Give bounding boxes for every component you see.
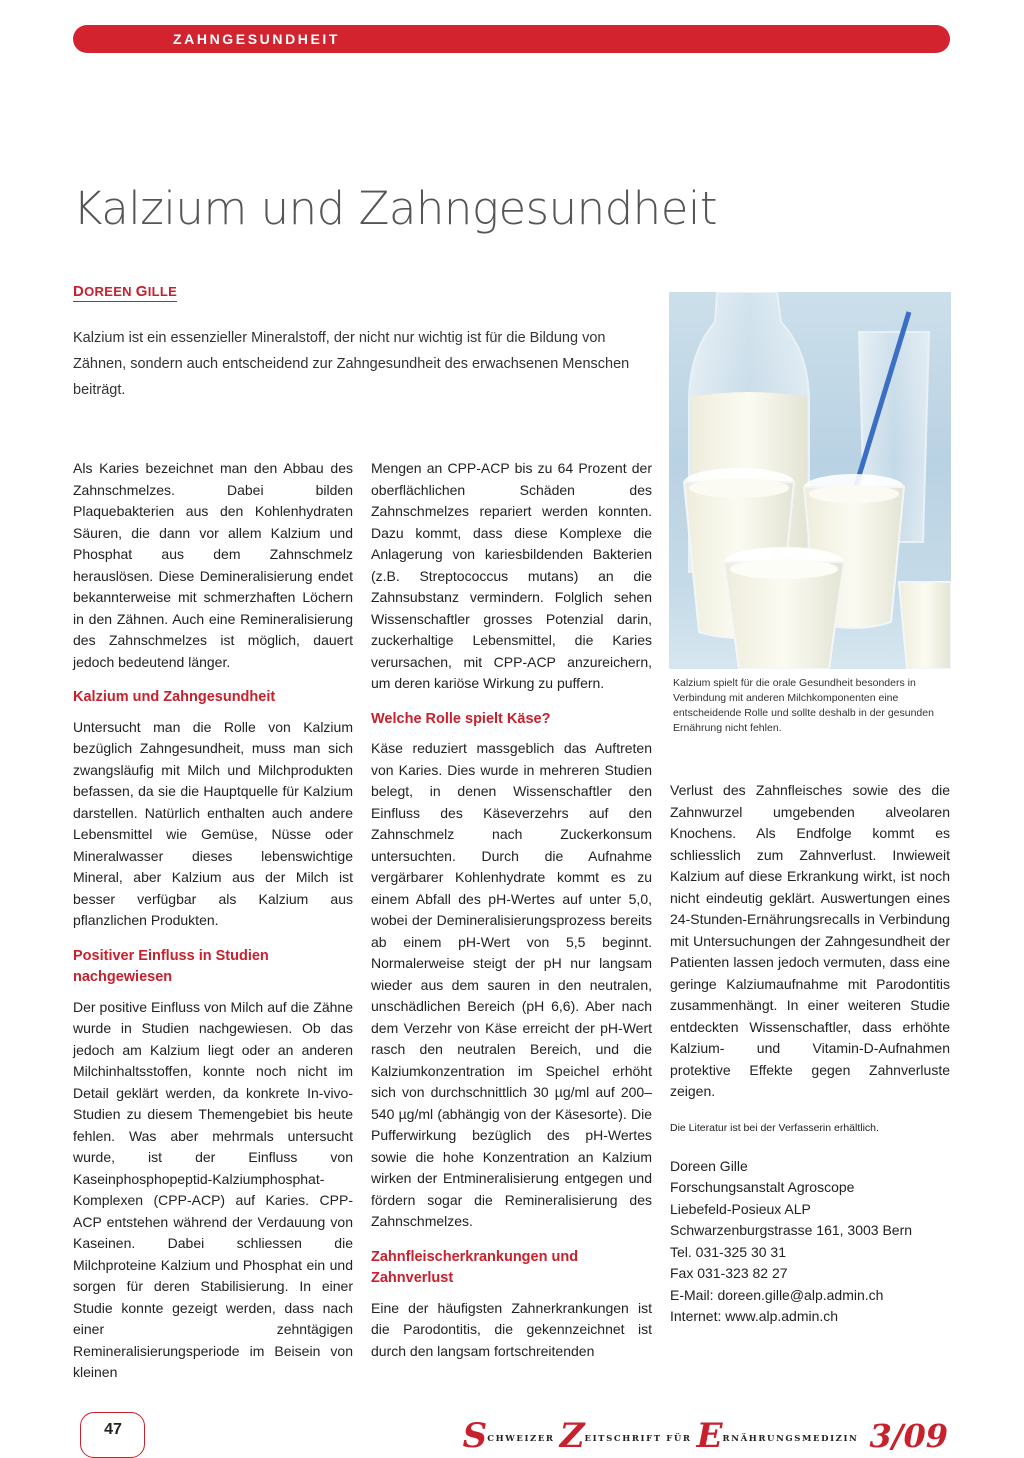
milk-glasses-illustration bbox=[669, 292, 951, 669]
subheading: Positiver Einfluss in Studien nachgewiesen bbox=[73, 947, 269, 985]
subheading: Zahnfleischerkrankungen und Zahnverlust bbox=[371, 1248, 579, 1286]
address-name: Doreen Gille bbox=[670, 1157, 748, 1174]
milk-glasses-photo bbox=[669, 292, 951, 669]
paragraph: Der positive Einfluss von Milch auf die Zähne wurde in Studien nachgewiesen. Ob das jedoch am Kalzium liegt oder an anderen Milchinhaltsstoffen, konnte noch nicht im Detail geklärt werden, da konkrete In-vivo-Studien zu diesem Themengebiet bis heute fehlen. Was aber mehrmals untersucht wurde, ist der Einfluss von Kaseinphosphopeptid-Kalziumphosphat-Komplexen (CPP-ACP) auf Karies. CPP-ACP entstehen während der Verdauung von Kaseinen. Dabei schliessen die Milchproteine Kalzium und Phosphat ein und sorgen für deren Stabilisierung. In einer Studie konnte gezeigt werden, dass nach einer zehntägigen Remineralisierungsperiode im Beisein von kleinen bbox=[73, 998, 353, 1380]
journal-logo bbox=[463, 1416, 948, 1456]
address-email: E-Mail: doreen.gille@alp.admin.ch bbox=[670, 1286, 884, 1303]
address-org: Forschungsanstalt Agroscope bbox=[670, 1179, 855, 1195]
address-web: Internet: www.alp.admin.ch bbox=[670, 1308, 839, 1324]
paragraph: Verlust des Zahnfleisches sowie des die Zahnwurzel umgebenden alveolaren Knochens. Als Endfolge kommt es schliesslich zum Zahnverlust. Inwieweit Kalzium auf diese Erkrankung wirkt, ist noch nicht eindeutig geklärt. Auswertungen eines 24-Stunden-Ernährungsrecalls in Verbindung mit Untersuchungen der Zahngesundheit der Patienten lassen jedoch vermuten, dass eine geringe Kalziumaufnahme mit Parodontitis zusammenhängt. In einer weiteren Studie entdeckten Wissenschaftler, dass erhöhte Kalzium- und Vitamin-D-Aufnahmen protektive Effekte gegen Zahnverluste zeigen. bbox=[670, 782, 950, 1099]
column-3 bbox=[670, 780, 950, 1328]
subheading: Welche Rolle spielt Käse? bbox=[371, 710, 551, 727]
article-lead: Kalzium ist ein essenzieller Mineralstoff, der nicht nur wichtig ist für die Bildung von Zähnen, sondern auch entscheidend zur Zahngesundheit des erwachsenen Menschen beiträgt. bbox=[73, 330, 630, 398]
address-street: Schwarzenburgstrasse 161, 3003 Bern bbox=[670, 1222, 913, 1238]
author-address bbox=[670, 1156, 950, 1328]
journal-word-3: RNÄHRUNGSMEDIZIN bbox=[722, 1434, 859, 1444]
paragraph: Mengen an CPP-ACP bis zu 64 Prozent der oberflächlichen Schäden des Zahnschmelzes repariert werden konnten. Dazu kommt, dass diese Komplexe die Anlagerung von kariesbildenden Bakterien (z.B. Streptococcus mutans) an die Zahnsubstanz vermindern. Folglich sehen Wissenschaftler grosses Potenzial darin, zuckerhaltige Lebensmittel, die Karies verursachen, mit CPP-ACP anzureichern, um deren kariöse Wirkung zu puffern. bbox=[371, 460, 652, 691]
literature-note: Die Literatur ist bei der Verfasserin erhältlich. bbox=[670, 1121, 879, 1134]
column-1 bbox=[73, 458, 353, 1384]
address-fax: Fax 031-323 82 27 bbox=[670, 1265, 788, 1281]
paragraph: Käse reduziert massgeblich das Auftreten von Karies. Dies wurde in mehreren Studien belegt, in denen Wissenschaftler den Einfluss des Käseverzehrs auf den Zahnschmelz nach Zuckerkonsum untersuchten. Durch die Aufnahme vergärbarer Kohlenhydrate kommt es zu einem Abfall des pH-Wertes auf unter 5,0, wobei der Demineralisierungsprozess bereits ab einem pH-Wert von 5,5 beginnt. Normalerweise steigt der pH nur langsam wieder aus dem sauren in den neutralen, unschädlichen Bereich (pH 6,6). Aber nach dem Verzehr von Käse erreicht der pH-Wert rasch den neutralen Bereich, und die Kalziumkonzentration im Speichel erhöht sich von durchschnittlich 30 µg/ml auf 200–540 µg/ml (abhängig von der Käsesorte). Die Pufferwirkung bezüglich des pH-Wertes sowie die hohe Konzentration an Kalzium wirken der Entmineralisierung entgegen und fördern sogar die Remineralisierung des Zahnschmelzes. bbox=[371, 740, 652, 1229]
figure-caption: Kalzium spielt für die orale Gesundheit besonders in Verbindung mit anderen Milchkomponenten eine entscheidende Rolle und sollte deshalb in der gesunden Ernährung nicht fehlen. bbox=[673, 677, 934, 734]
author-byline bbox=[73, 283, 177, 302]
journal-issue: 3/09 bbox=[869, 1417, 948, 1455]
page-number: 47 bbox=[104, 1421, 122, 1438]
author-initial-first: D bbox=[73, 283, 85, 300]
column-2 bbox=[371, 458, 652, 1362]
address-org2: Liebefeld-Posieux ALP bbox=[670, 1200, 811, 1217]
journal-word-1: CHWEIZER bbox=[487, 1434, 555, 1444]
section-label: ZAHNGESUNDHEIT bbox=[173, 31, 341, 47]
subheading: Kalzium und Zahngesundheit bbox=[73, 689, 276, 705]
journal-letter-z: Z bbox=[559, 1416, 585, 1456]
paragraph: Eine der häufigsten Zahnerkrankungen ist die Parodontitis, die gekennzeichnet ist durch den langsam fortschreitenden bbox=[371, 1299, 652, 1359]
author-last-rest: ILLE bbox=[147, 284, 178, 299]
article-title: Kalzium und Zahngesundheit bbox=[73, 182, 718, 235]
author-initial-last: G bbox=[135, 283, 148, 300]
author-first-rest: OREEN bbox=[84, 284, 132, 299]
journal-letter-e: E bbox=[696, 1416, 723, 1456]
page-number-box bbox=[80, 1412, 145, 1458]
address-tel: Tel. 031-325 30 31 bbox=[670, 1243, 786, 1260]
paragraph: Untersucht man die Rolle von Kalzium bezüglich Zahngesundheit, muss man sich zwangsläufig mit Milch und Milchprodukten befassen, da sie die Hauptquelle für Kalzium darstellen. Natürlich enthalten auch andere Lebensmittel wie Gemüse, Nüsse oder Mineralwasser dieses lebenswichtige Mineral, aber Kalzium aus der Milch ist besser verfügbar als Kalzium aus pflanzlichen Produkten. bbox=[73, 718, 353, 928]
paragraph: Als Karies bezeichnet man den Abbau des Zahnschmelzes. Dabei bilden Plaquebakterien aus den Kohlenhydraten Säuren, die dann vor allem Kalzium und Phosphat aus dem Zahnschmelz herauslösen. Diese Demineralisierung endet bekannterweise mit schmerzhaften Löchern in den Zähnen. Auch eine Remineralisierung des Zahnschmelzes ist möglich, dauert jedoch bedeutend länger. bbox=[73, 460, 353, 670]
journal-word-2: EITSCHRIFT FÜR bbox=[584, 1434, 692, 1444]
section-header-band bbox=[73, 25, 950, 53]
journal-letter-s: S bbox=[462, 1416, 488, 1456]
